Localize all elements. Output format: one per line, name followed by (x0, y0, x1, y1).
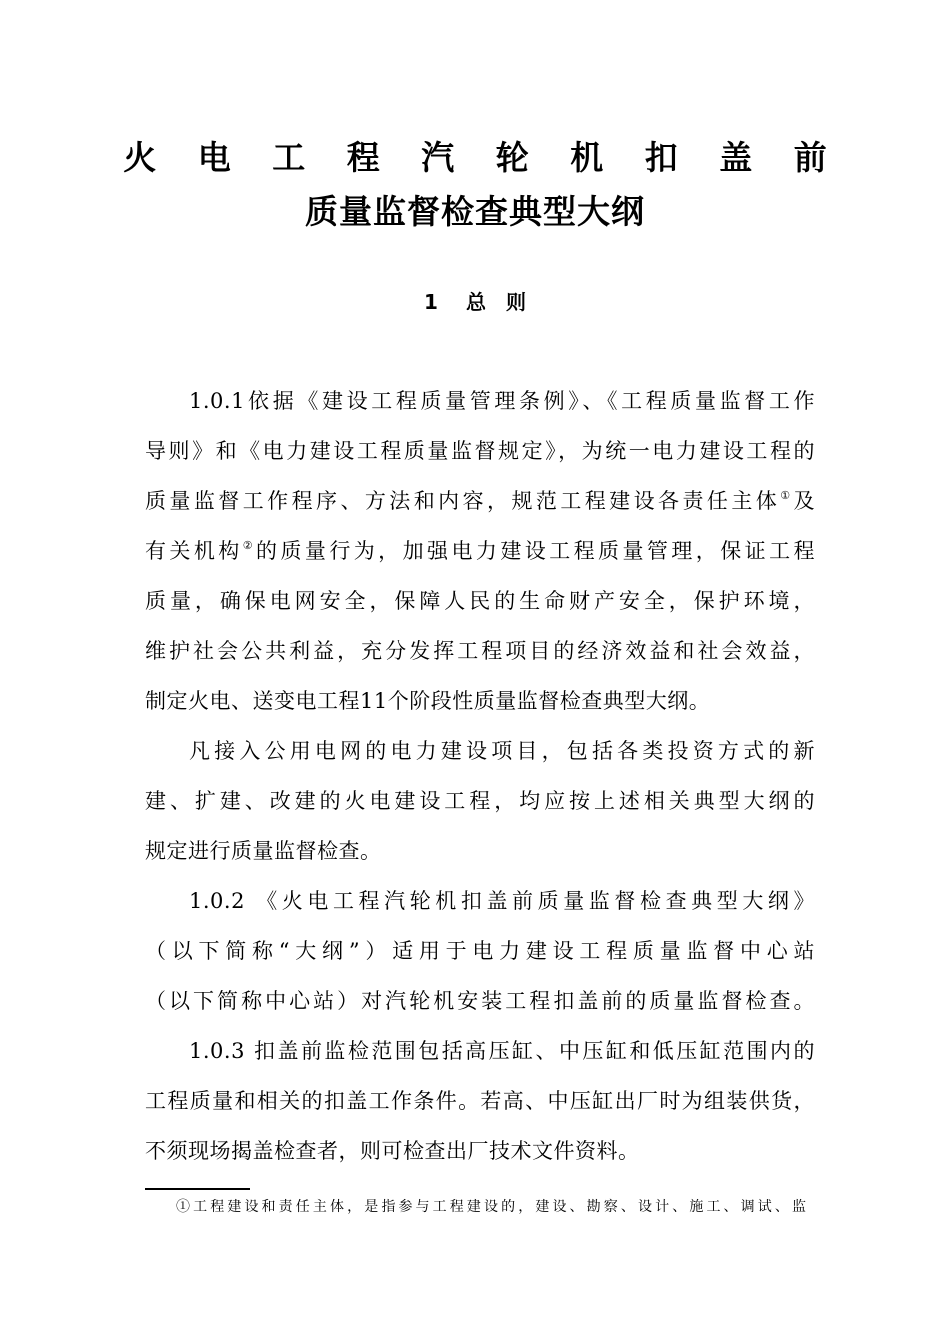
paragraph-line: 不须现场揭盖检查者，则可检查出厂技术文件资料。 (145, 1139, 640, 1163)
footnote: ①工程建设和责任主体，是指参与工程建设的，建设、勘察、设计、施工、调试、监 (176, 1199, 806, 1215)
footnote-marker: ① (780, 489, 794, 502)
document-title-line-2: 质量监督检查典型大纲 (305, 192, 645, 231)
paragraph-line (145, 487, 815, 515)
paragraph-line: 工程质量和相关的扣盖工作条件。若高、中压缸出厂时为组装供货， (145, 1089, 815, 1113)
section-title: 总 则 (465, 290, 526, 314)
paragraph-line: 导则》和《电力建设工程质量监督规定》，为统一电力建设工程的 (145, 439, 815, 463)
footnote-marker: ② (242, 539, 257, 552)
paragraph-line: （以下简称中心站）对汽轮机安装工程扣盖前的质量监督检查。 (145, 989, 815, 1013)
paragraph-line: 质量，确保电网安全，保障人民的生命财产安全，保护环境， (145, 589, 815, 613)
paragraph-line: 建、扩建、改建的火电建设工程，均应按上述相关典型大纲的 (145, 789, 815, 813)
text-segment: 的质量行为，加强电力建设工程质量管理，保证工程 (256, 539, 816, 563)
paragraph-line (145, 537, 815, 565)
text-segment: 有关机构 (145, 539, 243, 563)
paragraph-line: 规定进行质量监督检查。 (145, 839, 382, 863)
footnote-separator (145, 1188, 250, 1190)
paragraph-line: （以下简称“大纲”）适用于电力建设工程质量监督中心站 (145, 939, 815, 963)
text-segment: 及 (793, 489, 815, 513)
paragraph-line: 1.0.1依据《建设工程质量管理条例》、《工程质量监督工作 (189, 389, 815, 413)
paragraph-line: 1.0.3 扣盖前监检范围包括高压缸、中压缸和低压缸范围内的 (189, 1039, 815, 1063)
section-number: 1 (424, 290, 438, 314)
section-heading (0, 286, 950, 315)
paragraph-line: 凡接入公用电网的电力建设项目，包括各类投资方式的新 (189, 739, 815, 763)
paragraph-line: 维护社会公共利益，充分发挥工程项目的经济效益和社会效益， (145, 639, 815, 663)
text-segment: 质量监督工作程序、方法和内容，规范工程建设各责任主体 (145, 489, 781, 513)
document-title-line-1: 火 电 工 程 汽 轮 机 扣 盖 前 (123, 138, 842, 177)
paragraph-line: 1.0.2 《火电工程汽轮机扣盖前质量监督检查典型大纲》 (189, 889, 815, 913)
paragraph-line: 制定火电、送变电工程11个阶段性质量监督检查典型大纲。 (145, 689, 711, 713)
